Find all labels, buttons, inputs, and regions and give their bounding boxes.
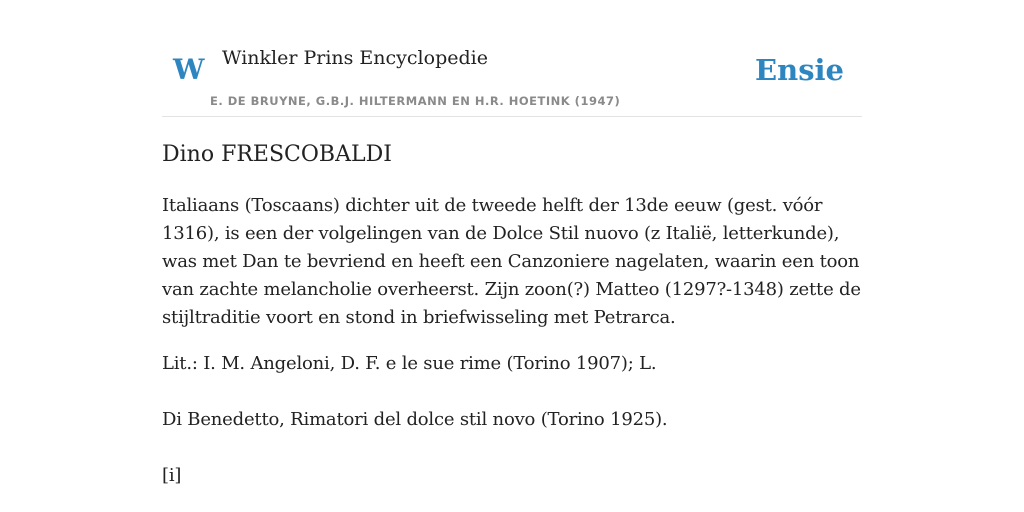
header: [162, 0, 862, 117]
reference-marker: [162, 462, 862, 490]
literature-reference: Lit.: I. M. Angeloni, D. F. e le sue rime (Torino 1907); L.: [162, 353, 657, 374]
article-title: Dino FRESCOBALDI: [162, 142, 392, 167]
article: [162, 138, 862, 486]
article-paragraph: Italiaans (Toscaans) dichter uit de tweede helft der 13de eeuw (gest. vóór 1316), is een der volgelingen van de Dolce Stil nuovo (z Italië, letterkunde), was met Dan te bevriend en heeft een Canzoniere nagelaten, waarin een toon van zachte melancholie overheerst. Zijn zoon(?) Matteo (1297?-1348) zette de stijltraditie voort en stond in briefwisseling met Petrarca.: [162, 195, 861, 328]
authors-line: E. DE BRUYNE, G.B.J. HILTERMANN EN H.R. HOETINK (1947): [210, 94, 621, 108]
encyclopedia-logo-icon[interactable]: W: [173, 53, 205, 86]
ensie-brand-link[interactable]: Ensie: [755, 53, 844, 87]
encyclopedia-title[interactable]: Winkler Prins Encyclopedie: [222, 47, 488, 69]
literature-reference-continued: Di Benedetto, Rimatori del dolce stil novo (Torino 1925).: [162, 409, 668, 430]
reference-link[interactable]: [i]: [162, 465, 182, 486]
